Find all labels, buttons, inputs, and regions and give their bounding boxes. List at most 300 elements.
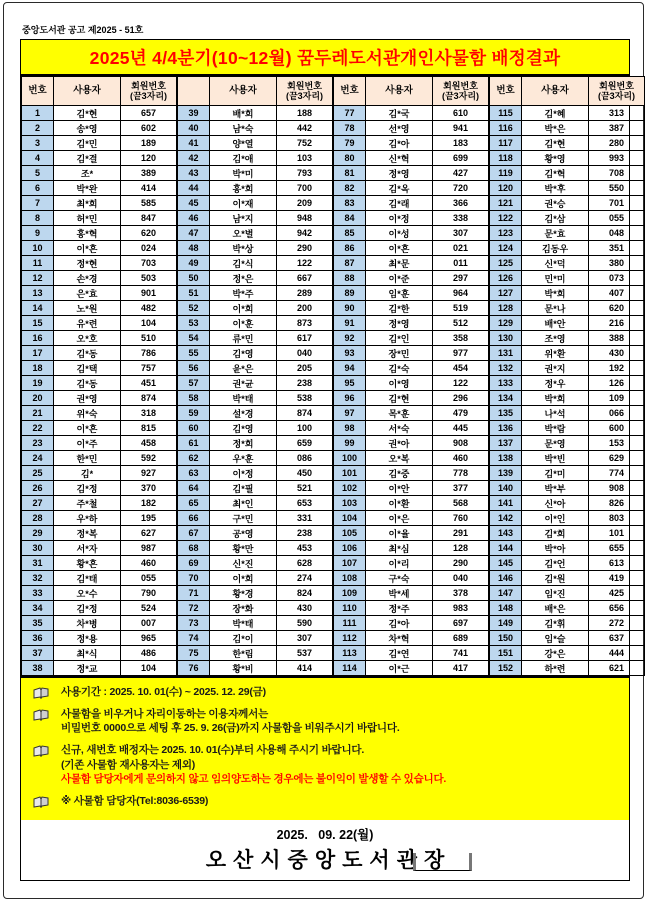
locker-no-cell: 142 [489,511,522,526]
user-name-cell: 정*영 [366,166,433,181]
user-name-cell: 남*지 [210,211,277,226]
user-name-cell: 김*혜 [522,106,589,121]
user-name-cell: 정*복 [54,526,121,541]
user-name-cell: 이*주 [54,436,121,451]
member-no-cell: 656 [589,601,645,616]
member-no-cell: 358 [433,331,490,346]
table-row [22,361,645,376]
user-name-cell: 김*애 [210,151,277,166]
locker-no-cell: 123 [489,226,522,241]
user-name-cell: 은*효 [54,286,121,301]
user-name-cell: 김*정 [54,601,121,616]
user-name-cell: 공*영 [210,526,277,541]
user-name-cell: 정*현 [54,256,121,271]
user-name-cell: 이*정 [366,211,433,226]
member-no-cell: 757 [121,361,178,376]
user-name-cell: 배*안 [522,316,589,331]
note-item [33,794,623,809]
document-frame [20,39,636,881]
notice-number: 중앙도서관 공고 제2025 - 51호 [22,25,144,35]
locker-no-cell: 9 [22,226,54,241]
user-name-cell: 정*영 [366,316,433,331]
user-name-cell: 차*병 [54,616,121,631]
locker-no-cell: 126 [489,271,522,286]
member-no-cell: 297 [433,271,490,286]
locker-no-cell: 128 [489,301,522,316]
user-name-cell: 김*이 [210,631,277,646]
locker-no-cell: 2 [22,121,54,136]
member-no-cell: 024 [121,241,178,256]
user-name-cell: 조* [54,166,121,181]
locker-no-cell: 86 [333,241,366,256]
user-name-cell: 홍*희 [210,181,277,196]
user-name-cell: 우*하 [54,511,121,526]
member-no-cell: 701 [589,196,645,211]
member-no-cell: 291 [433,526,490,541]
member-no-cell: 290 [433,556,490,571]
user-name-cell: 박*세 [366,586,433,601]
user-name-cell: 박*태 [210,391,277,406]
member-no-cell: 109 [589,391,645,406]
member-no-cell: 752 [277,136,334,151]
member-no-cell: 188 [277,106,334,121]
note-line: 신규, 새번호 배정자는 2025. 10. 01(수)부터 사용해 주시기 바랍니다. [61,744,365,757]
locker-no-cell: 143 [489,526,522,541]
member-no-cell: 550 [589,181,645,196]
user-name-cell: 이*영 [366,376,433,391]
locker-no-cell: 50 [177,271,210,286]
locker-no-cell: 22 [22,421,54,436]
member-no-cell: 450 [277,466,334,481]
issue-date: 2025. 09. 22(월) [276,827,374,842]
header-member-no: 회원번호 (끝3자리) [433,77,490,106]
table-body [22,106,645,676]
member-no-cell: 760 [433,511,490,526]
member-no-cell: 192 [589,361,645,376]
locker-no-cell: 119 [489,166,522,181]
locker-no-cell: 87 [333,256,366,271]
locker-no-cell: 106 [333,541,366,556]
member-no-cell: 417 [433,661,490,676]
locker-no-cell: 107 [333,556,366,571]
user-name-cell: 김*래 [366,196,433,211]
member-no-cell: 983 [433,601,490,616]
header-no: 번호 [489,77,522,106]
user-name-cell: 박*주 [210,286,277,301]
locker-no-cell: 110 [333,601,366,616]
user-name-cell: 장*화 [210,601,277,616]
member-no-cell: 414 [121,181,178,196]
member-no-cell: 445 [433,421,490,436]
member-no-cell: 486 [121,646,178,661]
locker-no-cell: 70 [177,571,210,586]
locker-no-cell: 96 [333,391,366,406]
header-user: 사용자 [522,77,589,106]
member-no-cell: 774 [589,466,645,481]
member-no-cell: 793 [277,166,334,181]
table-row [22,511,645,526]
member-no-cell: 195 [121,511,178,526]
table-row [22,631,645,646]
user-name-cell: 김*정 [54,481,121,496]
locker-no-cell: 144 [489,541,522,556]
member-no-cell: 826 [589,496,645,511]
user-name-cell: 김* [54,466,121,481]
user-name-cell: 김*현 [54,106,121,121]
locker-no-cell: 77 [333,106,366,121]
footer-box [413,853,472,871]
member-no-cell: 066 [589,406,645,421]
locker-no-cell: 35 [22,616,54,631]
table-row [22,466,645,481]
locker-no-cell: 48 [177,241,210,256]
locker-no-cell: 117 [489,136,522,151]
user-name-cell: 박*람 [522,421,589,436]
user-name-cell: 이*율 [366,526,433,541]
member-no-cell: 453 [277,541,334,556]
user-name-cell: 황*경 [210,586,277,601]
locker-no-cell: 28 [22,511,54,526]
locker-no-cell: 40 [177,121,210,136]
locker-no-cell: 91 [333,316,366,331]
user-name-cell: 최*희 [54,196,121,211]
locker-no-cell: 14 [22,301,54,316]
user-name-cell: 최*심 [366,541,433,556]
locker-no-cell: 82 [333,181,366,196]
book-icon [33,796,49,808]
user-name-cell: 오*수 [54,586,121,601]
member-no-cell: 153 [589,436,645,451]
member-no-cell: 272 [589,616,645,631]
locker-no-cell: 79 [333,136,366,151]
locker-no-cell: 136 [489,421,522,436]
user-name-cell: 김*희 [522,526,589,541]
member-no-cell: 703 [121,256,178,271]
table-row [22,541,645,556]
member-no-cell: 073 [589,271,645,286]
locker-no-cell: 71 [177,586,210,601]
member-no-cell: 519 [433,301,490,316]
user-name-cell: 홍*혁 [54,226,121,241]
locker-no-cell: 102 [333,481,366,496]
user-name-cell: 배*희 [210,106,277,121]
locker-no-cell: 134 [489,391,522,406]
table-row [22,556,645,571]
user-name-cell: 민*미 [522,271,589,286]
member-no-cell: 610 [433,106,490,121]
user-name-cell: 이*환 [366,496,433,511]
user-name-cell: 한*림 [210,646,277,661]
locker-no-cell: 39 [177,106,210,121]
locker-no-cell: 115 [489,106,522,121]
user-name-cell: 오*호 [54,331,121,346]
user-name-cell: 권*영 [54,391,121,406]
user-name-cell: 신*아 [522,496,589,511]
locker-no-cell: 112 [333,631,366,646]
issuer-signature: 오산시중앙도서관장 [205,848,452,872]
member-no-cell: 874 [277,406,334,421]
book-icon [33,687,49,699]
member-no-cell: 629 [589,451,645,466]
locker-no-cell: 11 [22,256,54,271]
member-no-cell: 189 [121,136,178,151]
table-row [22,616,645,631]
member-no-cell: 200 [277,301,334,316]
user-name-cell: 박*부 [522,481,589,496]
table-row [22,301,645,316]
user-name-cell: 이*정 [210,466,277,481]
user-name-cell: 이*근 [366,661,433,676]
member-no-cell: 741 [433,646,490,661]
table-row [22,601,645,616]
note-text [61,743,446,787]
member-no-cell: 590 [277,616,334,631]
table-row [22,256,645,271]
locker-no-cell: 135 [489,406,522,421]
table-row [22,211,645,226]
member-no-cell: 948 [277,211,334,226]
user-name-cell: 구*민 [210,511,277,526]
table-row [22,526,645,541]
table-row [22,166,645,181]
member-no-cell: 430 [589,346,645,361]
header-no: 번호 [22,77,54,106]
locker-no-cell: 111 [333,616,366,631]
user-name-cell: 신*진 [210,556,277,571]
locker-no-cell: 12 [22,271,54,286]
member-no-cell: 977 [433,346,490,361]
member-no-cell: 442 [277,121,334,136]
locker-no-cell: 64 [177,481,210,496]
member-no-cell: 238 [277,526,334,541]
member-no-cell: 847 [121,211,178,226]
user-name-cell: 이*준 [366,271,433,286]
locker-no-cell: 151 [489,646,522,661]
locker-no-cell: 45 [177,196,210,211]
locker-no-cell: 31 [22,556,54,571]
locker-no-cell: 52 [177,301,210,316]
user-name-cell: 손*경 [54,271,121,286]
user-name-cell: 선*영 [366,121,433,136]
table-row [22,316,645,331]
locker-no-cell: 73 [177,616,210,631]
locker-no-cell: 33 [22,586,54,601]
user-name-cell: 이*인 [522,511,589,526]
locker-no-cell: 85 [333,226,366,241]
user-name-cell: 박*아 [522,541,589,556]
member-no-cell: 927 [121,466,178,481]
locker-no-cell: 83 [333,196,366,211]
locker-no-cell: 24 [22,451,54,466]
table-row [22,106,645,121]
table-row [22,226,645,241]
member-no-cell: 689 [433,631,490,646]
locker-no-cell: 146 [489,571,522,586]
locker-no-cell: 103 [333,496,366,511]
member-no-cell: 407 [589,286,645,301]
user-name-cell: 김*숙 [366,361,433,376]
user-name-cell: 우*훈 [210,451,277,466]
table-row [22,121,645,136]
member-no-cell: 538 [277,391,334,406]
user-name-cell: 김*아 [366,136,433,151]
locker-no-cell: 5 [22,166,54,181]
locker-no-cell: 139 [489,466,522,481]
member-no-cell: 708 [589,166,645,181]
table-row [22,646,645,661]
user-name-cell: 김*미 [522,466,589,481]
note-text [61,707,400,736]
table-row [22,436,645,451]
locker-no-cell: 137 [489,436,522,451]
user-name-cell: 이*리 [366,556,433,571]
user-name-cell: 류*민 [210,331,277,346]
table-row [22,406,645,421]
locker-no-cell: 63 [177,466,210,481]
locker-no-cell: 88 [333,271,366,286]
member-no-cell: 458 [121,436,178,451]
locker-no-cell: 94 [333,361,366,376]
user-name-cell: 박*은 [522,121,589,136]
member-no-cell: 430 [277,601,334,616]
locker-no-cell: 44 [177,181,210,196]
member-no-cell: 055 [589,211,645,226]
member-no-cell: 370 [121,481,178,496]
member-no-cell: 380 [589,256,645,271]
user-name-cell: 이*재 [210,196,277,211]
user-name-cell: 최*문 [366,256,433,271]
member-no-cell: 104 [121,316,178,331]
user-name-cell: 신*혁 [366,151,433,166]
user-name-cell: 구*숙 [366,571,433,586]
locker-no-cell: 125 [489,256,522,271]
locker-no-cell: 121 [489,196,522,211]
member-no-cell: 122 [433,376,490,391]
member-no-cell: 592 [121,451,178,466]
locker-no-cell: 21 [22,406,54,421]
user-name-cell: 김*택 [54,361,121,376]
user-name-cell: 문*영 [522,436,589,451]
member-no-cell: 482 [121,301,178,316]
user-name-cell: 황*흔 [54,556,121,571]
user-name-cell: 정*은 [210,271,277,286]
member-no-cell: 378 [433,586,490,601]
user-name-cell: 박*상 [210,241,277,256]
member-no-cell: 778 [433,466,490,481]
note-line: 사용기간 : 2025. 10. 01(수) ~ 2025. 12. 29(금) [61,686,266,698]
user-name-cell: 나*석 [522,406,589,421]
locker-no-cell: 104 [333,511,366,526]
member-no-cell: 007 [121,616,178,631]
locker-no-cell: 26 [22,481,54,496]
note-item [33,707,623,736]
member-no-cell: 100 [277,421,334,436]
user-name-cell: 김*민 [54,136,121,151]
member-no-cell: 120 [121,151,178,166]
locker-no-cell: 41 [177,136,210,151]
locker-no-cell: 59 [177,406,210,421]
user-name-cell: 김*인 [366,331,433,346]
member-no-cell: 620 [121,226,178,241]
user-name-cell: 김*혁 [522,166,589,181]
table-row [22,451,645,466]
table-row [22,661,645,676]
member-no-cell: 290 [277,241,334,256]
page-title: 2025년 4/4분기(10~12월) 꿈두레도서관개인사물함 배정결과 [89,48,561,68]
note-item [33,685,623,700]
user-name-cell: 권*균 [210,376,277,391]
member-no-cell: 377 [433,481,490,496]
member-no-cell: 873 [277,316,334,331]
member-no-cell: 183 [433,136,490,151]
member-no-cell: 786 [121,346,178,361]
locker-no-cell: 47 [177,226,210,241]
member-no-cell: 048 [589,226,645,241]
member-no-cell: 620 [589,301,645,316]
user-name-cell: 황*만 [210,541,277,556]
member-no-cell: 657 [121,106,178,121]
member-no-cell: 987 [121,541,178,556]
locker-no-cell: 29 [22,526,54,541]
member-no-cell: 874 [121,391,178,406]
user-name-cell: 김동우 [522,241,589,256]
note-line: (기존 사물함 재사용자는 제외) [61,758,196,771]
member-no-cell: 613 [589,556,645,571]
locker-no-cell: 1 [22,106,54,121]
member-no-cell: 313 [589,106,645,121]
locker-no-cell: 114 [333,661,366,676]
user-name-cell: 김*영 [210,346,277,361]
table-row [22,346,645,361]
locker-no-cell: 99 [333,436,366,451]
user-name-cell: 신*덕 [522,256,589,271]
user-name-cell: 임*훈 [366,286,433,301]
user-name-cell: 송*영 [54,121,121,136]
user-name-cell: 김*휘 [522,616,589,631]
table-row [22,196,645,211]
locker-no-cell: 97 [333,406,366,421]
member-no-cell: 205 [277,361,334,376]
locker-no-cell: 68 [177,541,210,556]
user-name-cell: 정*우 [522,376,589,391]
locker-no-cell: 38 [22,661,54,676]
locker-no-cell: 3 [22,136,54,151]
locker-no-cell: 93 [333,346,366,361]
member-no-cell: 510 [121,331,178,346]
user-name-cell: 박*빈 [522,451,589,466]
user-name-cell: 문*효 [522,226,589,241]
locker-no-cell: 4 [22,151,54,166]
user-name-cell: 설*경 [210,406,277,421]
note-line: 사물함을 비우거나 자리이동하는 이용자께서는 [61,707,269,720]
user-name-cell: 권*지 [522,361,589,376]
locker-no-cell: 149 [489,616,522,631]
member-no-cell: 700 [277,181,334,196]
user-name-cell: 이*성 [366,226,433,241]
table-row [22,571,645,586]
user-name-cell: 문*나 [522,301,589,316]
table-row [22,421,645,436]
locker-no-cell: 129 [489,316,522,331]
locker-no-cell: 90 [333,301,366,316]
table-row [22,181,645,196]
member-no-cell: 086 [277,451,334,466]
locker-no-cell: 131 [489,346,522,361]
locker-no-cell: 118 [489,151,522,166]
locker-no-cell: 58 [177,391,210,406]
user-name-cell: 이*흔 [54,241,121,256]
locker-no-cell: 30 [22,541,54,556]
